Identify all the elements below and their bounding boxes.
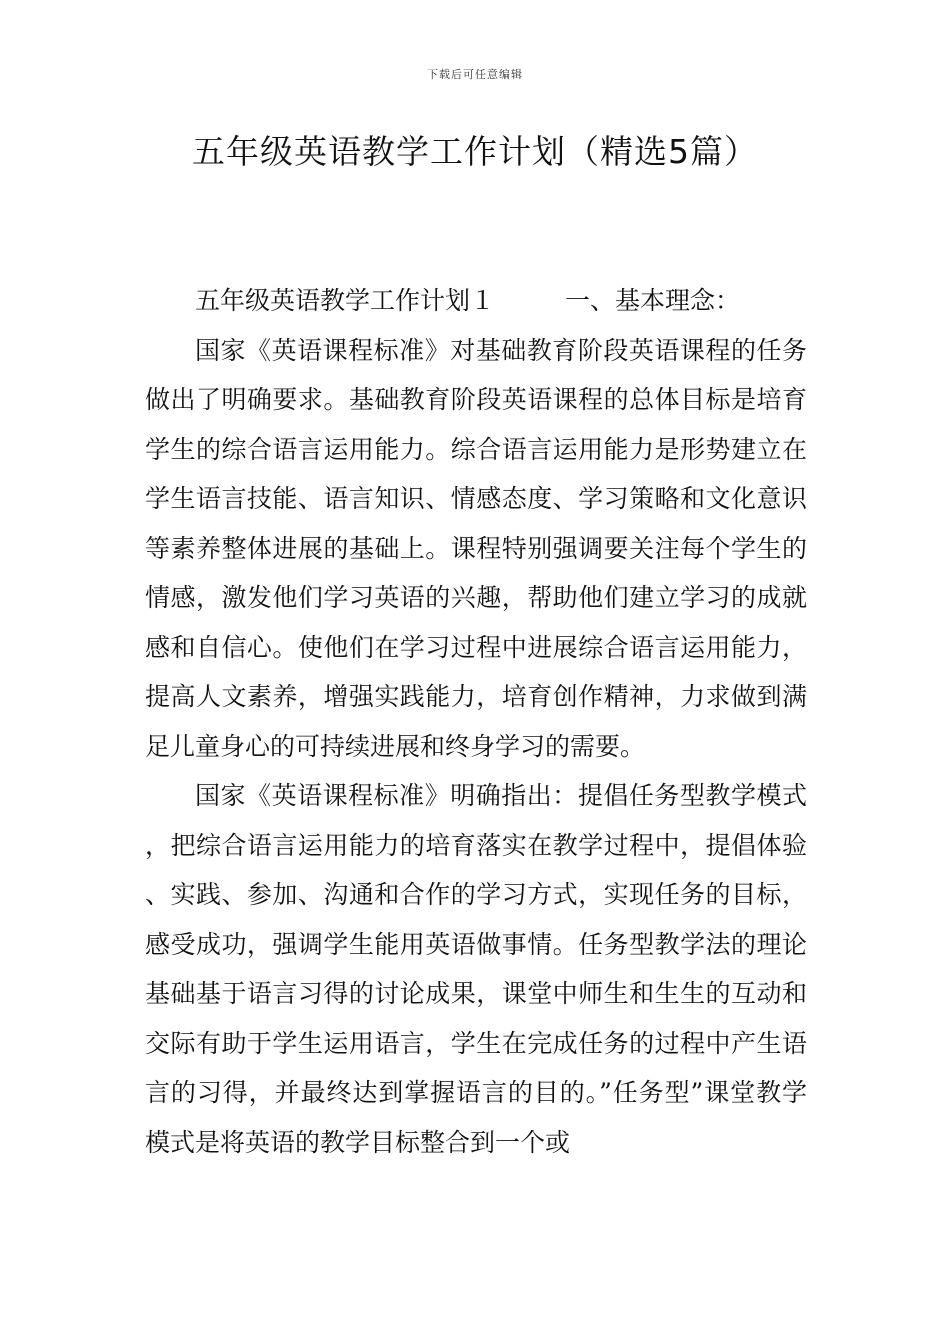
section-heading: 五年级英语教学工作计划１ [195,286,496,315]
section-heading-line [145,276,807,326]
document-body [145,276,807,1167]
paragraph-2: 国家《英语课程标准》明确指出：提倡任务型教学模式，把综合语言运用能力的培育落实在教学过程中，提倡体验、实践、参加、沟通和合作的学习方式，实现任务的目标，感受成功，强调学生能用英语做事情。任务型教学法的理论基础基于语言习得的讨论成果，课堂中师生和生生的互动和交际有助于学生运用语言，学生在完成任务的过程中产生语言的习得，并最终达到掌握语言的目的。”任务型”课堂教学模式是将英语的教学目标整合到一个或 [145,781,807,1157]
paragraph-1: 国家《英语课程标准》对基础教育阶段英语课程的任务做出了明确要求。基础教育阶段英语课程的总体目标是培育学生的综合语言运用能力。综合语言运用能力是形势建立在学生语言技能、语言知识、情感态度、学习策略和文化意识等素养整体进展的基础上。课程特别强调要关注每个学生的情感，激发他们学习英语的兴趣，帮助他们建立学习的成就感和自信心。使他们在学习过程中进展综合语言运用能力，提高人文素养，增强实践能力，培育创作精神，力求做到满足儿童身心的可持续进展和终身学习的需要。 [145,335,807,761]
document-title: 五年级英语教学工作计划（精选5篇） [192,132,758,171]
section-subheading: 一、基本理念： [565,286,741,315]
header-note: 下载后可任意编辑 [427,68,523,81]
